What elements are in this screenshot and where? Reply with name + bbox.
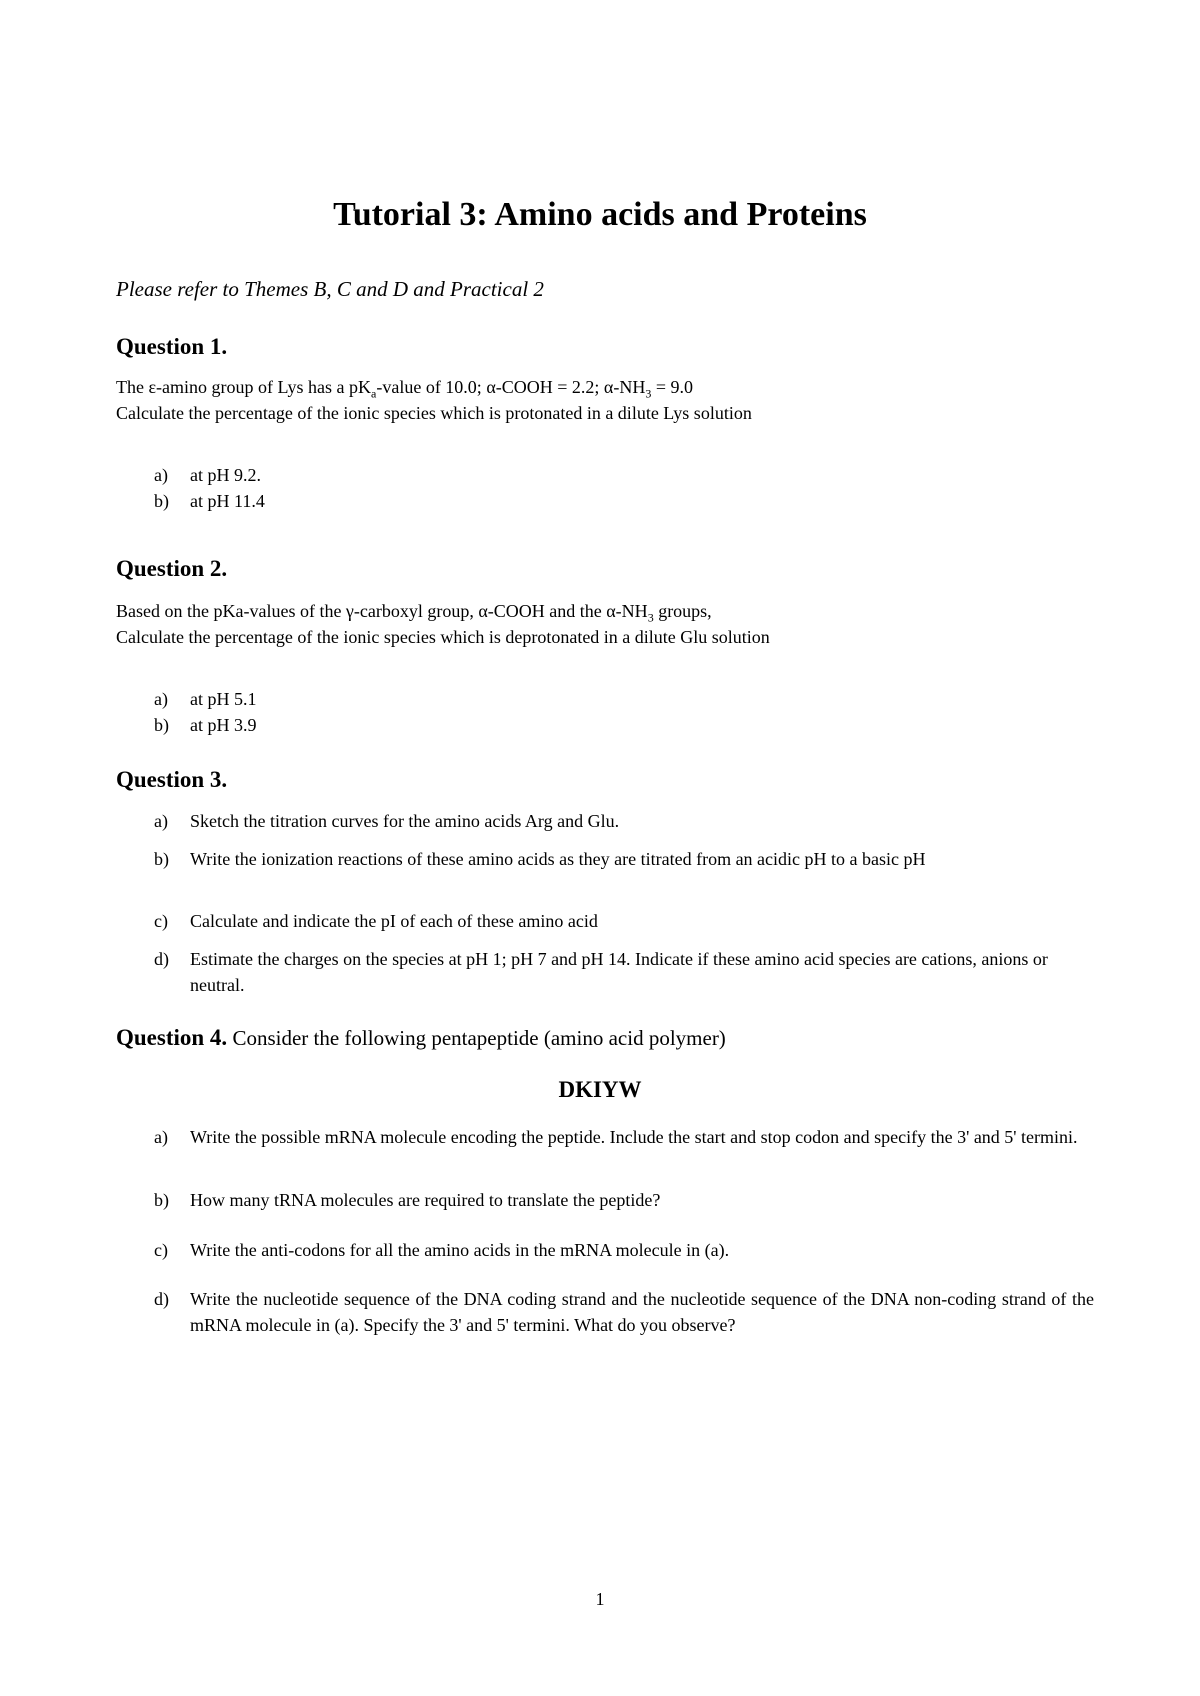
question-3-item-d: d) Estimate the charges on the species at pH 1; pH 7 and pH 14. Indicate if these amino acid species are cations, anions or neutral. [154, 949, 1048, 995]
question-2-item-a: a) at pH 5.1 [154, 689, 257, 709]
question-3-item-c: c) Calculate and indicate the pI of each of these amino acid [154, 911, 598, 931]
subtitle: Please refer to Themes B, C and D and Practical 2 [116, 277, 544, 301]
page-number: 1 [595, 1589, 605, 1609]
question-1-line-2: Calculate the percentage of the ionic species which is protonated in a dilute Lys solution [116, 403, 752, 423]
question-3-item-b: b) Write the ionization reactions of these amino acids as they are titrated from an acidic pH to a basic pH [154, 849, 926, 869]
question-1-item-a: a) at pH 9.2. [154, 465, 261, 485]
question-3-heading: Question 3. [116, 767, 228, 792]
question-4-item-a: a) Write the possible mRNA molecule encoding the peptide. Include the start and stop codon and specify the 3' and 5' termini. [154, 1127, 1078, 1147]
question-1-heading: Question 1. [116, 334, 228, 359]
question-4-heading: Question 4. Consider the following pentapeptide (amino acid polymer) [116, 1025, 726, 1050]
question-2-heading: Question 2. [116, 556, 228, 581]
question-2-item-b: b) at pH 3.9 [154, 715, 257, 735]
question-3-item-a: a) Sketch the titration curves for the amino acids Arg and Glu. [154, 811, 620, 831]
question-2-line-1: Based on the pKa-values of the γ-carboxyl group, α-COOH and the $\alpha-NH_3$ groups, [116, 601, 712, 625]
question-4-item-b: b) How many tRNA molecules are required to translate the peptide? [154, 1190, 661, 1210]
question-1-item-b: b) at pH 11.4 [154, 491, 265, 511]
page-title: Tutorial 3: Amino acids and Proteins [333, 196, 867, 233]
question-4-item-c: c) Write the anti-codons for all the amino acids in the mRNA molecule in (a). [154, 1240, 730, 1260]
question-4-item-d: d) Write the nucleotide sequence of the DNA coding strand and the nucleotide sequence of the DNA non-coding strand of the mRNA molecule in (a). Specify the 3' and 5' termini. What do you observe? [154, 1289, 1094, 1335]
peptide-sequence: DKIYW [558, 1077, 642, 1102]
question-2-line-2: Calculate the percentage of the ionic species which is deprotonated in a dilute Glu solution [116, 627, 770, 647]
question-1-line-1: The ε-amino group of Lys has a $pK_a$-value of 10.0; α-COOH = 2.2; $\alpha-NH_3 = 9.0$ [116, 377, 693, 401]
